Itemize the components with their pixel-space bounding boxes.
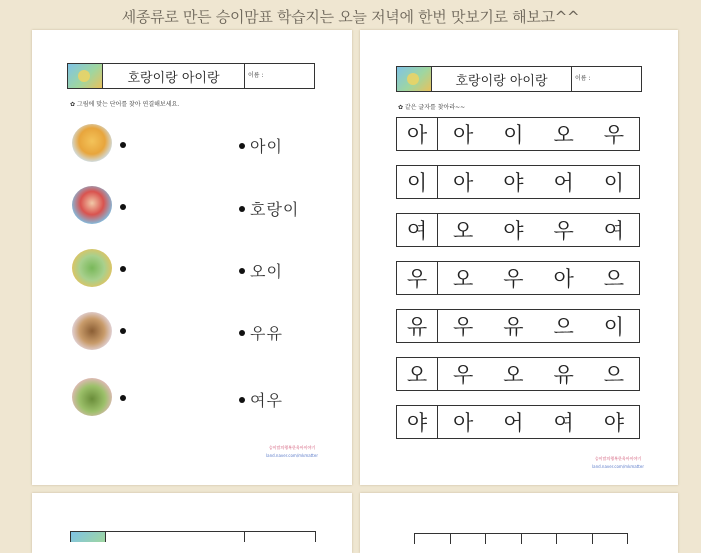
milk-picture bbox=[72, 312, 112, 350]
letter-option[interactable]: 오 bbox=[553, 123, 574, 147]
target-letter: 우 bbox=[397, 262, 438, 294]
worksheet-title-bar bbox=[67, 63, 315, 89]
title-picture-icon bbox=[71, 532, 106, 542]
target-letter: 유 bbox=[397, 310, 438, 342]
letter-option[interactable]: 유 bbox=[503, 315, 524, 339]
target-letter: 야 bbox=[397, 406, 438, 438]
letter-row bbox=[396, 213, 640, 247]
child-picture bbox=[72, 186, 112, 224]
grid-top-edge bbox=[414, 533, 628, 544]
letter-option[interactable]: 으 bbox=[553, 315, 574, 339]
letter-option[interactable]: 어 bbox=[553, 171, 574, 195]
letter-option[interactable]: 아 bbox=[452, 171, 474, 195]
match-word[interactable]: 아이 bbox=[239, 134, 283, 157]
letter-option[interactable]: 우 bbox=[603, 123, 625, 147]
letter-row bbox=[396, 309, 640, 343]
match-dot-right bbox=[239, 268, 245, 274]
letter-option[interactable]: 우 bbox=[452, 315, 474, 339]
match-dot-right bbox=[239, 330, 245, 336]
title-picture-icon bbox=[397, 67, 432, 91]
match-dot-right bbox=[239, 206, 245, 212]
title-picture-icon bbox=[68, 64, 103, 88]
worksheet-instruction: ✿ 그림에 맞는 단어를 찾아 연결해보세요. bbox=[70, 101, 180, 108]
match-word[interactable]: 우유 bbox=[239, 321, 283, 344]
letter-option[interactable]: 오 bbox=[503, 363, 524, 387]
letter-option[interactable]: 우 bbox=[553, 219, 574, 243]
letter-option[interactable]: 오 bbox=[452, 219, 474, 243]
worksheet-title-bar bbox=[70, 531, 316, 542]
match-dot-left bbox=[120, 328, 126, 334]
match-word[interactable]: 여우 bbox=[239, 388, 283, 411]
worksheet-title: 호랑이랑 아이랑 bbox=[455, 73, 548, 89]
letter-option[interactable]: 야 bbox=[503, 171, 524, 195]
letter-option[interactable]: 우 bbox=[452, 363, 474, 387]
letter-option[interactable]: 아 bbox=[452, 123, 474, 147]
match-dot-left bbox=[120, 395, 126, 401]
tiger-picture bbox=[72, 124, 112, 162]
letter-option[interactable]: 으 bbox=[603, 363, 625, 387]
letter-option[interactable]: 아 bbox=[553, 267, 574, 291]
letter-option[interactable]: 여 bbox=[553, 411, 574, 435]
letter-option[interactable]: 으 bbox=[603, 267, 625, 291]
worksheet-partial-right[interactable] bbox=[360, 493, 678, 553]
post-caption: 세종류로 만든 승이맘표 학습지는 오늘 저녁에 한번 맛보기로 해보고^^ bbox=[121, 8, 580, 26]
blog-logo: 승이맘의행복한육아이야기 land.naver.com/mkmatter bbox=[266, 445, 318, 458]
letter-option[interactable]: 야 bbox=[503, 219, 524, 243]
worksheet-partial-left[interactable] bbox=[32, 493, 352, 553]
letter-row bbox=[396, 117, 640, 151]
match-dot-left bbox=[120, 204, 126, 210]
blog-logo: 승이맘의행복한육아이야기 land.naver.com/mkmatter bbox=[592, 456, 644, 469]
letter-row bbox=[396, 165, 640, 199]
letter-option[interactable]: 이 bbox=[603, 315, 625, 339]
target-letter: 아 bbox=[397, 118, 438, 150]
worksheet-matching[interactable] bbox=[32, 30, 352, 485]
letter-option[interactable]: 이 bbox=[603, 171, 625, 195]
letter-option[interactable]: 오 bbox=[452, 267, 474, 291]
target-letter: 이 bbox=[397, 166, 438, 198]
match-dot-right bbox=[239, 143, 245, 149]
target-letter: 여 bbox=[397, 214, 438, 246]
letter-option[interactable]: 유 bbox=[553, 363, 574, 387]
letter-option[interactable]: 어 bbox=[503, 411, 524, 435]
name-field-divider bbox=[244, 532, 245, 542]
worksheet-title-bar bbox=[396, 66, 642, 92]
worksheet-instruction: ✿ 같은 글자를 찾아라~~ bbox=[398, 104, 466, 111]
worksheet-find-letter[interactable] bbox=[360, 30, 678, 485]
letter-row bbox=[396, 261, 640, 295]
letter-row bbox=[396, 357, 640, 391]
letter-row bbox=[396, 405, 640, 439]
match-dot-left bbox=[120, 266, 126, 272]
name-field-label: 이름 : bbox=[571, 67, 641, 91]
cucumber-picture bbox=[72, 249, 112, 287]
match-word[interactable]: 호랑이 bbox=[239, 197, 299, 220]
letter-option[interactable]: 이 bbox=[503, 123, 524, 147]
fox-picture bbox=[72, 378, 112, 416]
letter-option[interactable]: 아 bbox=[452, 411, 474, 435]
match-word[interactable]: 오이 bbox=[239, 259, 283, 282]
letter-option[interactable]: 우 bbox=[503, 267, 524, 291]
match-dot-right bbox=[239, 397, 245, 403]
name-field-label: 이름 : bbox=[244, 64, 314, 88]
worksheet-title: 호랑이랑 아이랑 bbox=[127, 70, 220, 86]
target-letter: 오 bbox=[397, 358, 438, 390]
letter-option[interactable]: 야 bbox=[603, 411, 625, 435]
letter-option[interactable]: 여 bbox=[603, 219, 625, 243]
match-dot-left bbox=[120, 142, 126, 148]
